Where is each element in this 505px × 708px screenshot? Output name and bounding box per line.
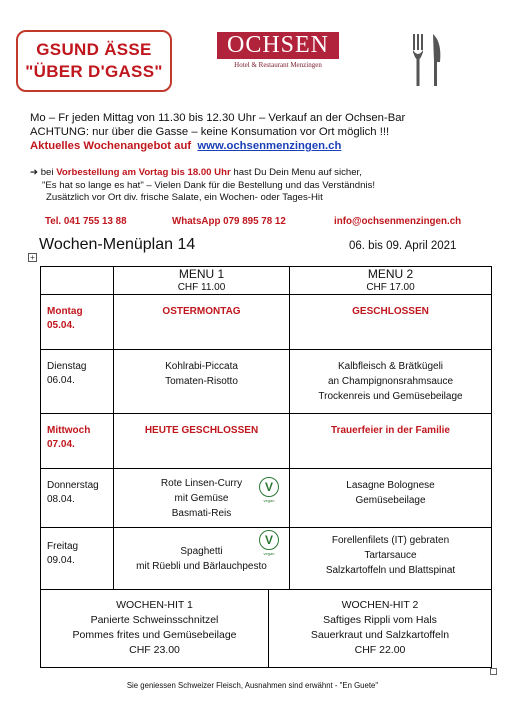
notice-line-2: "Es hat so lange es hat" – Vielen Dank für die Bestellung und das Verständnis!	[42, 180, 376, 191]
footer-note: Sie geniessen Schweizer Fleisch, Ausnahmen sind erwähnt - "En Guete"	[126, 681, 379, 690]
dish-line: Trockenreis und Gemüsebeilage	[318, 391, 463, 402]
vegan-label: vegan	[263, 551, 275, 556]
menu-1-price: CHF 11.00	[177, 282, 226, 293]
day-tuesday	[47, 360, 86, 388]
restaurant-logo	[217, 32, 339, 69]
day-monday	[47, 305, 83, 333]
day-date: 09.04.	[47, 555, 75, 566]
hit-title: WOCHEN-HIT 2	[341, 599, 419, 611]
wednesday-menu-2	[290, 423, 491, 438]
promo-badge	[16, 30, 172, 92]
dish-line: Forellenfilets (IT) gebraten	[331, 535, 450, 546]
tuesday-menu-2	[290, 359, 491, 404]
dish-line: Trauerfeier in der Familie	[331, 425, 450, 436]
menu-1-header	[114, 268, 289, 294]
notice-line-1	[30, 167, 362, 179]
badge-line-2: "ÜBER D'GASS"	[25, 62, 163, 81]
arrow-right-icon: ➔	[30, 167, 39, 178]
thursday-menu-2	[290, 478, 491, 508]
dish-line: mit Rüebli und Bärlauchpesto	[136, 561, 267, 572]
hit-side: Sauerkraut und Salzkartoffeln	[310, 629, 450, 641]
vegan-label: vegan	[263, 498, 275, 503]
plan-dates: 06. bis 09. April 2021	[349, 240, 457, 252]
notice-highlight: Vorbestellung am Vortag bis 18.00 Uhr	[56, 167, 231, 178]
menu-2-price: CHF 17.00	[366, 282, 415, 293]
wednesday-menu-1	[114, 423, 289, 438]
logo-name: OCHSEN	[217, 32, 339, 59]
notice-line-3: Zusätzlich vor Ort div. frische Salate, ein Wochen- oder Tages-Hit	[46, 192, 323, 203]
menu-1-name: MENU 1	[178, 267, 225, 281]
plan-title: Wochen-Menüplan 14	[39, 236, 196, 253]
day-wednesday	[47, 424, 90, 452]
dish-line: HEUTE GESCHLOSSEN	[144, 425, 259, 436]
day-name: Mittwoch	[47, 425, 91, 436]
dish-line: mit Gemüse	[174, 493, 229, 504]
menu-2-name: MENU 2	[367, 267, 414, 281]
dish-line: Tomaten-Risotto	[165, 376, 238, 387]
day-date: 05.04.	[47, 320, 75, 331]
hit-price: CHF 22.00	[354, 644, 406, 656]
whatsapp-number[interactable]: WhatsApp 079 895 78 12	[172, 216, 286, 227]
day-friday	[47, 540, 78, 568]
notice-post: hast Du Dein Menu auf sicher,	[230, 167, 362, 178]
monday-menu-2	[290, 304, 491, 319]
dish-line: Basmati-Reis	[171, 508, 232, 519]
hit-dish: Panierte Schweinsschnitzel	[90, 614, 219, 626]
dish-line: Tartarsauce	[364, 550, 417, 561]
day-name: Donnerstag	[47, 480, 99, 491]
day-date: 06.04.	[47, 375, 75, 386]
dish-line: Kohlrabi-Piccata	[165, 361, 238, 372]
tuesday-menu-1	[114, 359, 289, 389]
logo-tagline: Hotel & Restaurant Menzingen	[234, 61, 322, 69]
day-name: Montag	[47, 306, 83, 317]
dish-line: GESCHLOSSEN	[352, 306, 429, 317]
resize-handle[interactable]	[490, 668, 497, 675]
dish-line: Rote Linsen-Curry	[160, 478, 243, 489]
intro-line-3	[30, 139, 341, 153]
intro-line-2: ACHTUNG: nur über die Gasse – keine Konsumation vor Ort möglich !!!	[30, 126, 390, 138]
hit-price: CHF 23.00	[129, 644, 180, 656]
dish-line: an Champignonsrahmsauce	[327, 376, 454, 387]
dish-line: Spaghetti	[180, 546, 223, 557]
notice-pre: bei	[40, 167, 57, 178]
day-date: 07.04.	[47, 439, 75, 450]
dish-line: Lasagne Bolognese	[346, 480, 435, 491]
phone-number[interactable]: Tel. 041 755 13 88	[45, 216, 127, 227]
weekly-hit-1	[41, 598, 268, 658]
intro-line-1: Mo – Fr jeden Mittag von 11.30 bis 12.30 Uhr – Verkauf an der Ochsen-Bar	[30, 112, 406, 124]
dish-line: Kalbfleisch & Brätkügeli	[337, 361, 444, 372]
badge-line-1: GSUND ÄSSE	[36, 40, 152, 59]
email-address[interactable]: info@ochsenmenzingen.ch	[334, 216, 462, 227]
friday-menu-2	[290, 533, 491, 578]
dish-line: OSTERMONTAG	[162, 306, 241, 317]
website-link[interactable]: www.ochsenmenzingen.ch	[197, 140, 342, 152]
day-name: Freitag	[47, 541, 79, 552]
menu-2-header	[290, 268, 491, 294]
move-handle-icon[interactable]: +	[28, 253, 37, 262]
hit-side: Pommes frites und Gemüsebeilage	[72, 629, 237, 641]
fork-knife-icon	[411, 32, 445, 88]
hit-title: WOCHEN-HIT 1	[116, 599, 193, 611]
vegan-icon: V vegan	[259, 477, 279, 497]
vegan-icon: V vegan	[259, 530, 279, 550]
day-date: 08.04.	[47, 494, 75, 505]
weekly-hit-2	[269, 598, 491, 658]
dish-line: Gemüsebeilage	[355, 495, 426, 506]
hit-dish: Saftiges Rippli vom Hals	[323, 614, 437, 626]
dish-line: Salzkartoffeln und Blattspinat	[325, 565, 456, 576]
monday-menu-1	[114, 304, 289, 319]
day-thursday	[47, 479, 99, 507]
day-name: Dienstag	[47, 361, 87, 372]
offer-label: Aktuelles Wochenangebot auf	[30, 140, 192, 152]
